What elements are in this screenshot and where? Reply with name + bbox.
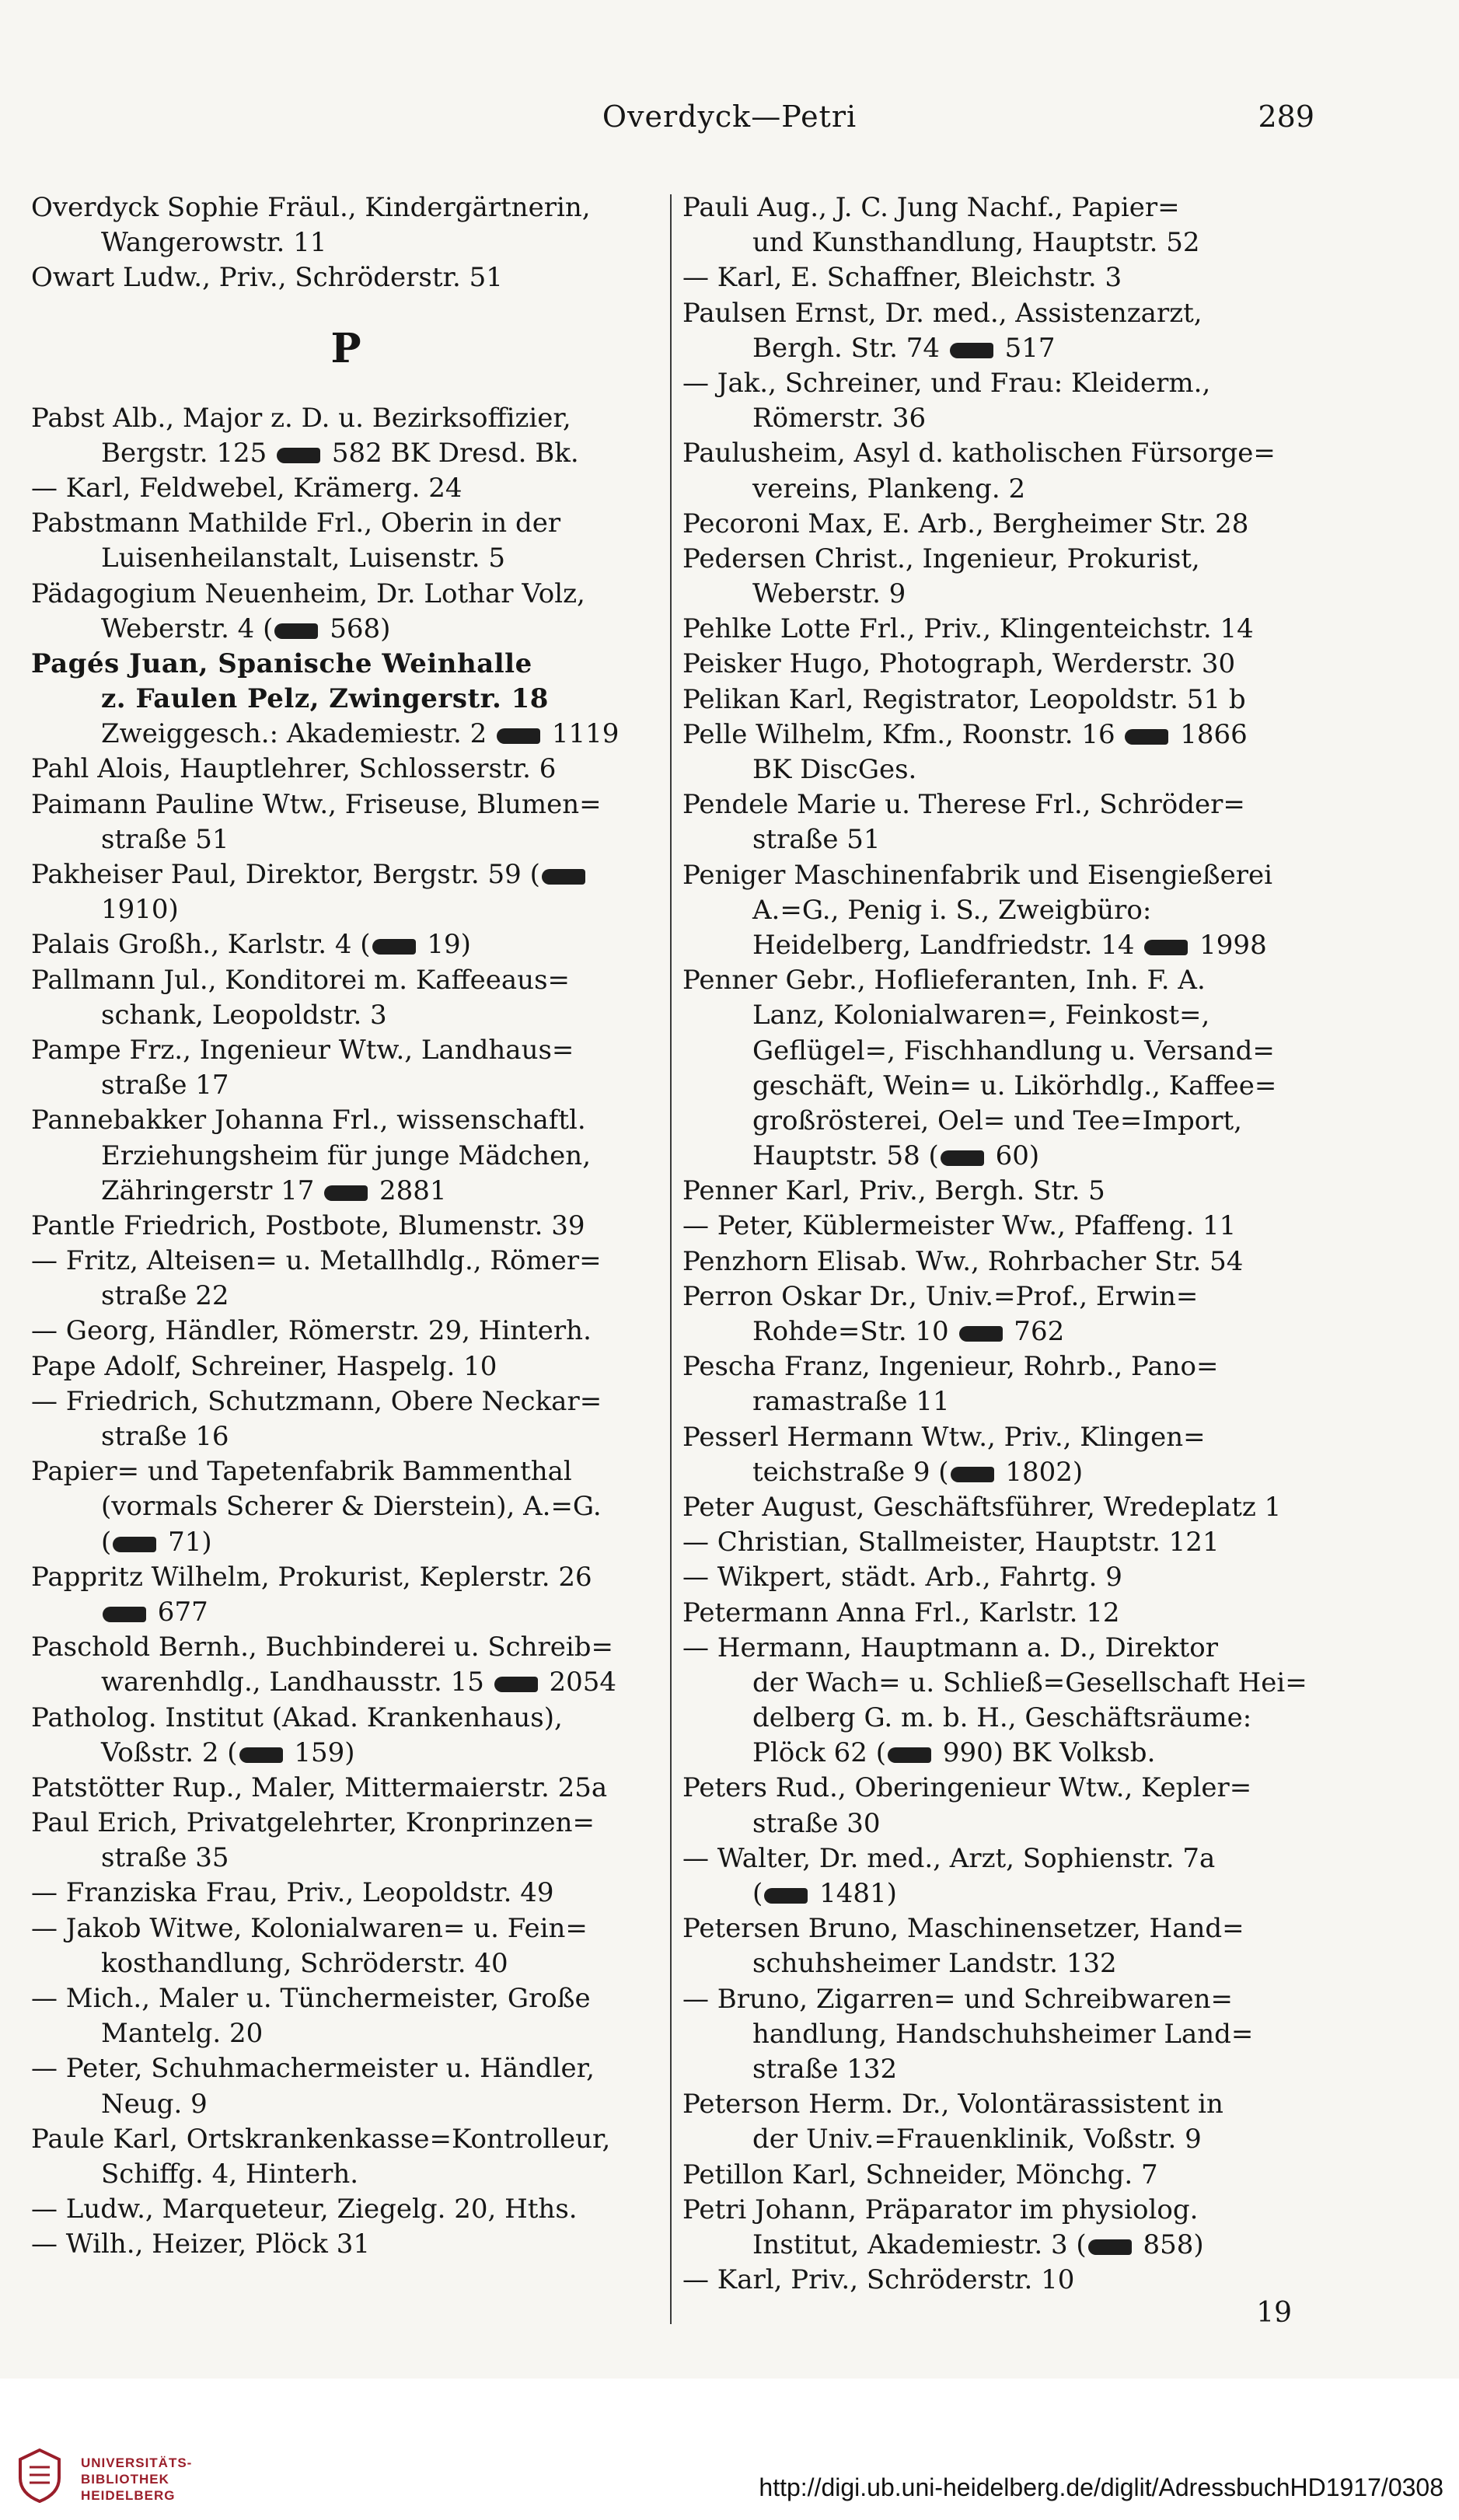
directory-entry-line: Paimann Pauline Wtw., Friseuse, Blumen= xyxy=(31,788,602,820)
directory-entry-line: ramastraße 11 xyxy=(752,1386,950,1418)
directory-entry-line: Bergh. Str. 74 517 xyxy=(752,332,1056,364)
directory-entry-line: Hauptstr. 58 ( 60) xyxy=(752,1140,1040,1172)
directory-entry-line: Perron Oskar Dr., Univ.=Prof., Erwin= xyxy=(682,1280,1199,1312)
directory-entry-line: ( 71) xyxy=(101,1526,212,1558)
directory-entry-line: — Karl, E. Schaffner, Bleichstr. 3 xyxy=(682,262,1122,294)
directory-entry-line: Pescha Franz, Ingenieur, Rohrb., Pano= xyxy=(682,1351,1219,1383)
directory-entry-line: Schiffg. 4, Hinterh. xyxy=(101,2158,359,2190)
directory-entry-line: BK DiscGes. xyxy=(752,754,917,785)
telephone-icon xyxy=(941,1150,984,1166)
telephone-icon xyxy=(274,623,318,639)
directory-entry-line: Pakheiser Paul, Direktor, Bergstr. 59 ( xyxy=(31,857,661,892)
directory-entry-line: kosthandlung, Schröderstr. 40 xyxy=(101,1947,508,1979)
directory-entry-line: Peters Rud., Oberingenieur Wtw., Kepler= xyxy=(682,1772,1252,1804)
directory-entry-line: — Karl, Feldwebel, Krämerg. 24 xyxy=(31,472,462,504)
telephone-icon xyxy=(1144,940,1188,955)
section-letter: P xyxy=(330,324,361,372)
left-column xyxy=(31,190,661,2263)
directory-entry-line: Petersen Bruno, Maschinensetzer, Hand= xyxy=(682,1913,1244,1945)
column-divider xyxy=(670,194,672,2324)
telephone-icon xyxy=(888,1747,931,1763)
directory-entry-line: Rohde=Str. 10 762 xyxy=(752,1316,1065,1347)
directory-entry-line: Pahl Alois, Hauptlehrer, Schlosserstr. 6 xyxy=(31,753,557,785)
telephone-icon xyxy=(324,1185,368,1201)
directory-entry-line: Pelikan Karl, Registrator, Leopoldstr. 51 b xyxy=(682,683,1246,715)
directory-entry-line: — Franziska Frau, Priv., Leopoldstr. 49 xyxy=(31,1877,554,1909)
directory-entry-line: — Karl, Priv., Schröderstr. 10 xyxy=(682,2264,1075,2296)
directory-entry-line: Plöck 62 ( 990) BK Volksb. xyxy=(752,1737,1156,1769)
directory-entry-line: straße 22 xyxy=(101,1280,229,1312)
directory-entry-line: Peniger Maschinenfabrik und Eisengießerei xyxy=(682,859,1272,891)
directory-entry-line: Weberstr. 9 xyxy=(752,578,906,610)
directory-entry-line: Pappritz Wilhelm, Prokurist, Keplerstr. 26 xyxy=(31,1561,592,1593)
directory-entry-line: Paulusheim, Asyl d. katholischen Fürsorge= xyxy=(682,438,1276,469)
directory-entry-line: Petillon Karl, Schneider, Mönchg. 7 xyxy=(682,2159,1158,2190)
directory-entry-line: teichstraße 9 ( 1802) xyxy=(752,1456,1084,1488)
university-library-logo-icon xyxy=(17,2448,62,2503)
page-header xyxy=(0,99,1459,146)
directory-entry-line: Neug. 9 xyxy=(101,2088,208,2120)
directory-entry-line: der Wach= u. Schließ=Gesellschaft Hei= xyxy=(752,1667,1307,1698)
directory-entry-line: Pape Adolf, Schreiner, Haspelg. 10 xyxy=(31,1350,497,1382)
directory-entry-line: straße 51 xyxy=(752,824,881,856)
right-column xyxy=(682,190,1321,2298)
telephone-icon xyxy=(497,728,540,744)
directory-entry-line: Heidelberg, Landfriedstr. 14 1998 xyxy=(752,929,1267,961)
directory-entry-line: straße 132 xyxy=(752,2053,898,2085)
directory-entry-line: — Peter, Küblermeister Ww., Pfaffeng. 11 xyxy=(682,1210,1237,1242)
directory-entry-line: Petermann Anna Frl., Karlstr. 12 xyxy=(682,1597,1120,1628)
directory-entry-line: — Fritz, Alteisen= u. Metallhdlg., Römer= xyxy=(31,1245,602,1277)
directory-entry-line: straße 17 xyxy=(101,1070,229,1101)
source-url-link[interactable]: http://digi.ub.uni-heidelberg.de/diglit/AdressbuchHD1917/0308 xyxy=(759,2473,1443,2501)
directory-entry-line: Pallmann Jul., Konditorei m. Kaffeeaus= xyxy=(31,964,571,996)
directory-entry-line: warenhdlg., Landhausstr. 15 2054 xyxy=(101,1667,617,1698)
directory-entry-line: Pelle Wilhelm, Kfm., Roonstr. 16 1866 xyxy=(682,718,1248,750)
directory-entry-line: — Hermann, Hauptmann a. D., Direktor xyxy=(682,1632,1218,1663)
directory-entry-line: Pauli Aug., J. C. Jung Nachf., Papier= xyxy=(682,192,1180,223)
directory-entry-line: und Kunsthandlung, Hauptstr. 52 xyxy=(752,227,1200,259)
directory-entry-line: Pesserl Hermann Wtw., Priv., Klingen= xyxy=(682,1421,1206,1453)
directory-entry-line: (vormals Scherer & Dierstein), A.=G. xyxy=(101,1491,602,1523)
directory-entry-line: Pabst Alb., Major z. D. u. Bezirksoffizier, xyxy=(31,402,571,434)
directory-entry-line: Penzhorn Elisab. Ww., Rohrbacher Str. 54 xyxy=(682,1245,1244,1277)
directory-entry-line: Pampe Frz., Ingenieur Wtw., Landhaus= xyxy=(31,1034,574,1066)
directory-entry-line: A.=G., Penig i. S., Zweigbüro: xyxy=(752,894,1152,926)
directory-entry-line: geschäft, Wein= u. Likörhdlg., Kaffee= xyxy=(752,1070,1277,1101)
directory-entry-line: der Univ.=Frauenklinik, Voßstr. 9 xyxy=(752,2124,1202,2155)
directory-entry-line: Peisker Hugo, Photograph, Werderstr. 30 xyxy=(682,648,1236,680)
directory-entry-line: — Wikpert, städt. Arb., Fahrtg. 9 xyxy=(682,1562,1122,1593)
directory-entry-line: schank, Leopoldstr. 3 xyxy=(101,999,387,1031)
directory-entry-line: Erziehungsheim für junge Mädchen, xyxy=(101,1140,592,1171)
directory-entry-line: Lanz, Kolonialwaren=, Feinkost=, xyxy=(752,1000,1210,1031)
directory-entry-line: Patstötter Rup., Maler, Mittermaierstr. 25a xyxy=(31,1771,608,1803)
directory-entry-line: — Jak., Schreiner, und Frau: Kleiderm., xyxy=(682,367,1211,399)
directory-entry-line: Petri Johann, Präparator im physiolog. xyxy=(682,2194,1199,2225)
directory-entry-line: Mantelg. 20 xyxy=(101,2018,264,2050)
directory-entry-line: — Christian, Stallmeister, Hauptstr. 121 xyxy=(682,1527,1220,1558)
directory-entry-line: Peterson Herm. Dr., Volontärassistent in xyxy=(682,2089,1223,2120)
telephone-icon xyxy=(372,939,416,955)
directory-entry-line: — Friedrich, Schutzmann, Obere Neckar= xyxy=(31,1385,602,1417)
directory-entry-line: — Jakob Witwe, Kolonialwaren= u. Fein= xyxy=(31,1912,588,1944)
telephone-icon xyxy=(950,343,993,358)
directory-entry-line: Pabstmann Mathilde Frl., Oberin in der xyxy=(31,508,561,539)
directory-entry-line: Pehlke Lotte Frl., Priv., Klingenteichstr. 14 xyxy=(682,613,1254,645)
telephone-icon xyxy=(494,1677,538,1692)
directory-entry-line: Pendele Marie u. Therese Frl., Schröder= xyxy=(682,789,1245,821)
directory-entry-line: Römerstr. 36 xyxy=(752,403,927,435)
directory-entry-line: Voßstr. 2 ( 159) xyxy=(101,1736,355,1768)
directory-entry-line: schuhsheimer Landstr. 132 xyxy=(752,1948,1117,1980)
directory-entry-line: straße 35 xyxy=(101,1842,229,1874)
directory-entry-line: Penner Karl, Priv., Bergh. Str. 5 xyxy=(682,1175,1105,1207)
telephone-icon xyxy=(951,1467,994,1482)
directory-entry-line: Owart Ludw., Priv., Schröderstr. 51 xyxy=(31,262,503,294)
directory-entry-line: Palais Großh., Karlstr. 4 ( 19) xyxy=(31,929,471,961)
directory-entry-line: — Bruno, Zigarren= und Schreibwaren= xyxy=(682,1983,1234,2015)
directory-entry-line: Institut, Akademiestr. 3 ( 858) xyxy=(752,2229,1204,2260)
directory-entry-line: 1910) xyxy=(101,894,179,926)
telephone-icon xyxy=(1125,729,1168,745)
viewer-footer xyxy=(0,2379,1459,2520)
directory-entry-line: Patholog. Institut (Akad. Krankenhaus), xyxy=(31,1702,563,1733)
directory-entry-line: großrösterei, Oel= und Tee=Import, xyxy=(752,1105,1242,1136)
page-number: 289 xyxy=(1258,99,1314,134)
directory-entry-line: Paschold Bernh., Buchbinderei u. Schreib= xyxy=(31,1632,614,1663)
telephone-icon xyxy=(103,1607,146,1622)
directory-entry-line: Paul Erich, Privatgelehrter, Kronprinzen= xyxy=(31,1807,595,1839)
directory-entry-line: Bergstr. 125 582 BK Dresd. Bk. xyxy=(101,437,579,469)
directory-entry-line: Weberstr. 4 ( 568) xyxy=(101,613,391,644)
telephone-icon xyxy=(113,1537,156,1552)
directory-entry-line: Paulsen Ernst, Dr. med., Assistenzarzt, xyxy=(682,297,1202,329)
telephone-icon xyxy=(277,448,320,463)
directory-entry-line: Zweiggesch.: Akademiestr. 2 1119 xyxy=(101,718,620,750)
directory-entry-line: Pädagogium Neuenheim, Dr. Lothar Volz, xyxy=(31,578,585,609)
directory-entry-line: Penner Gebr., Hoflieferanten, Inh. F. A. xyxy=(682,965,1206,996)
directory-entry-line: Papier= und Tapetenfabrik Bammenthal xyxy=(31,1456,572,1488)
directory-entry-line: — Peter, Schuhmachermeister u. Händler, xyxy=(31,2053,595,2085)
directory-entry-line: Geflügel=, Fischhandlung u. Versand= xyxy=(752,1035,1275,1066)
directory-entry-line: — Walter, Dr. med., Arzt, Sophienstr. 7a xyxy=(682,1842,1216,1874)
library-name: UNIVERSITÄTS- BIBLIOTHEK HEIDELBERG xyxy=(81,2455,193,2503)
telephone-icon xyxy=(764,1888,808,1904)
printed-page-number: 19 xyxy=(1256,2297,1292,2329)
directory-entry-line: 677 xyxy=(31,1595,661,1630)
directory-entry-line: straße 30 xyxy=(752,1807,881,1839)
telephone-icon xyxy=(542,869,585,885)
directory-entry-line: Pecoroni Max, E. Arb., Bergheimer Str. 28 xyxy=(682,508,1249,539)
directory-entry-line: — Wilh., Heizer, Plöck 31 xyxy=(31,2229,370,2260)
directory-entry-line: handlung, Handschuhsheimer Land= xyxy=(752,2018,1254,2050)
directory-entry-line: z. Faulen Pelz, Zwingerstr. 18 xyxy=(101,683,549,715)
directory-entry-line: Zähringerstr 17 2881 xyxy=(101,1174,447,1206)
directory-entry-line: Pagés Juan, Spanische Weinhalle xyxy=(31,647,532,679)
directory-entry-line: delberg G. m. b. H., Geschäftsräume: xyxy=(752,1702,1252,1734)
directory-entry-line: straße 51 xyxy=(101,823,229,855)
directory-entry-line: Pedersen Christ., Ingenieur, Prokurist, xyxy=(682,543,1200,574)
directory-entry-line: Overdyck Sophie Fräul., Kindergärtnerin, xyxy=(31,192,591,223)
directory-entry-line: Wangerowstr. 11 xyxy=(101,227,327,259)
telephone-icon xyxy=(959,1326,1003,1342)
directory-entry-line: — Georg, Händler, Römerstr. 29, Hinterh. xyxy=(31,1315,592,1347)
directory-entry-line: Paule Karl, Ortskrankenkasse=Kontrolleur, xyxy=(31,2123,611,2155)
telephone-icon xyxy=(239,1747,283,1763)
directory-entry-line: straße 16 xyxy=(101,1421,229,1452)
directory-entry-line: ( 1481) xyxy=(752,1878,897,1909)
directory-entry-line: Pannebakker Johanna Frl., wissenschaftl. xyxy=(31,1105,586,1136)
running-title: Overdyck—Petri xyxy=(602,99,857,134)
directory-entry-line: — Mich., Maler u. Tünchermeister, Große xyxy=(31,1983,591,2014)
directory-entry-line: Pantle Friedrich, Postbote, Blumenstr. 39 xyxy=(31,1209,585,1241)
directory-entry-line: Luisenheilanstalt, Luisenstr. 5 xyxy=(101,543,505,574)
directory-entry-line: vereins, Plankeng. 2 xyxy=(752,473,1026,504)
directory-entry-line: Peter August, Geschäftsführer, Wredeplatz 1 xyxy=(682,1491,1282,1523)
directory-entry-line: — Ludw., Marqueteur, Ziegelg. 20, Hths. xyxy=(31,2194,578,2225)
telephone-icon xyxy=(1088,2239,1132,2255)
